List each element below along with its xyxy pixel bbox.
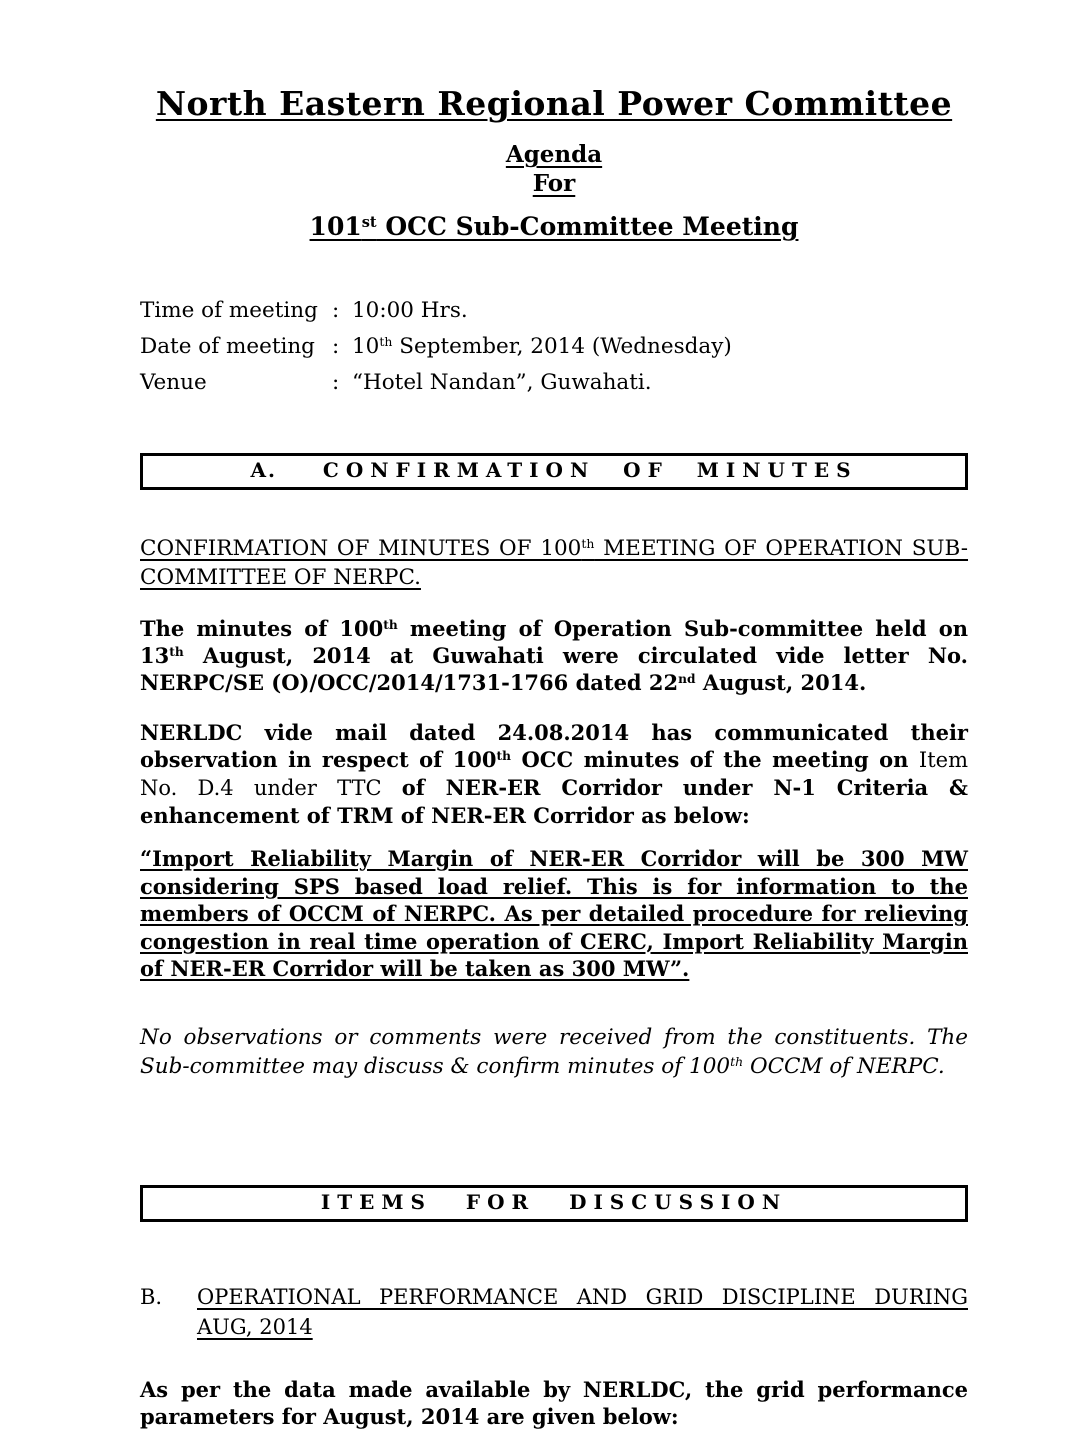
paragraph-no-observations: No observations or comments were received from the constituents. The Sub-committee may discuss & confirm minutes of 100th OCCM of NERPC. bbox=[140, 1024, 968, 1079]
paragraph-import-reliability-quote: “Import Reliability Margin of NER-ER Corridor will be 300 MW considering SPS based load relief. This is for information to the members of OCCM of NERPC. As per detailed procedure for relieving congestion in real time operation of CERC, Import Reliability Margin of NER-ER Corridor will be taken as 300 MW”. bbox=[140, 846, 968, 981]
ordinal-superscript: th bbox=[383, 618, 398, 633]
section-a-header-box bbox=[140, 453, 968, 490]
detail-row-venue bbox=[140, 365, 968, 401]
agenda-label: Agenda bbox=[505, 141, 603, 168]
colon-separator: : bbox=[332, 298, 340, 323]
detail-row-time bbox=[140, 293, 968, 329]
ordinal-superscript: th bbox=[169, 645, 184, 660]
items-for-discussion-box bbox=[140, 1185, 968, 1222]
document-title bbox=[140, 84, 968, 124]
date-label: Date of meeting bbox=[140, 334, 315, 359]
meeting-title bbox=[140, 211, 968, 243]
venue-value: “Hotel Nandan”, Guwahati. bbox=[352, 370, 652, 395]
ordinal-superscript: nd bbox=[678, 672, 696, 687]
meeting-details bbox=[140, 293, 968, 401]
time-value: 10:00 Hrs. bbox=[352, 298, 468, 323]
ordinal-superscript: th bbox=[730, 1053, 744, 1069]
colon-separator: : bbox=[332, 334, 340, 359]
section-b-heading: OPERATIONAL PERFORMANCE AND GRID DISCIPLINE DURING AUG, 2014 bbox=[197, 1284, 968, 1339]
venue-label: Venue bbox=[140, 370, 207, 395]
section-b-heading-row bbox=[140, 1282, 968, 1342]
confirmation-heading: CONFIRMATION OF MINUTES OF 100th MEETING OF OPERATION SUB-COMMITTEE OF NERPC. bbox=[140, 536, 969, 590]
item-reference-text: Item No. D.4 under TTC bbox=[140, 748, 968, 800]
colon-separator: : bbox=[332, 370, 340, 395]
date-value: 10th September, 2014 (Wednesday) bbox=[352, 334, 732, 359]
section-b-letter: B. bbox=[140, 1284, 163, 1309]
document-title-text: North Eastern Regional Power Committee bbox=[155, 84, 953, 123]
ordinal-superscript: st bbox=[361, 214, 377, 232]
paragraph-grid-performance: As per the data made available by NERLDC, the grid performance parameters for August, 2014 are given below: bbox=[140, 1376, 968, 1429]
section-a-letter: A. bbox=[250, 458, 277, 482]
section-a-box-title: CONFIRMATION OF MINUTES bbox=[322, 458, 858, 482]
for-label: For bbox=[532, 170, 576, 197]
ordinal-superscript: th bbox=[496, 749, 511, 764]
ordinal-superscript: th bbox=[379, 334, 393, 350]
items-box-title: ITEMS FOR DISCUSSION bbox=[320, 1189, 788, 1214]
paragraph-minutes-circulated: The minutes of 100th meeting of Operation Sub-committee held on 13th August, 2014 at Guwahati were circulated vide letter No. NERPC/SE (O)/OCC/2014/1731-1766 dated 22nd August, 2014. bbox=[140, 616, 969, 695]
time-label: Time of meeting bbox=[140, 298, 318, 323]
paragraph-nerldc-observation: NERLDC vide mail dated 24.08.2014 has communicated their observation in respect of 100th OCC minutes of the meeting on Item No. D.4 under TTC of NER-ER Corridor under N-1 Criteria & enhancement of TRM of NER-ER Corridor as below: bbox=[140, 720, 968, 828]
detail-row-date bbox=[140, 329, 968, 365]
ordinal-superscript: th bbox=[581, 536, 595, 552]
meeting-title-text: 101st OCC Sub-Committee Meeting bbox=[309, 212, 799, 241]
